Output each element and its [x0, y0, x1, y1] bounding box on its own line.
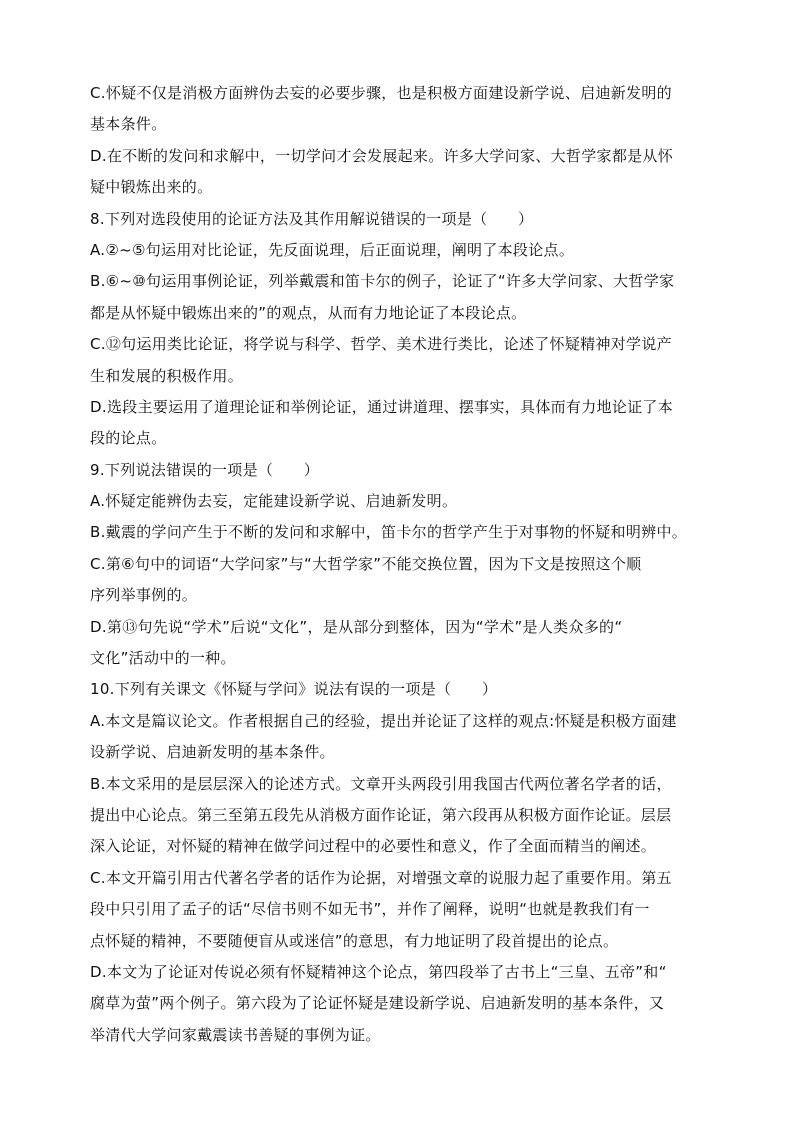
question-9-stem: 9.下列说法错误的一项是（ ） [90, 460, 320, 479]
text-line: C.怀疑不仅是消极方面辨伪去妄的必要步骤，也是积极方面建设新学说、启迪新发明的 [90, 84, 672, 102]
text-line: C.本文开篇引用古代著名学者的话作为论据，对增强文章的说服力起了重要作用。第五 [90, 868, 672, 887]
text-line: D.在不断的发问和求解中，一切学问才会发展起来。许多大学问家、大哲学家都是从怀 [90, 146, 674, 165]
text-line: 举清代大学问家戴震读书善疑的事例为证。 [90, 1025, 381, 1044]
text-line: D.第⑬句先说“学术”后说“文化”，是从部分到整体，因为“学术”是人类众多的“ [90, 617, 623, 636]
text-line: 基本条件。 [90, 115, 167, 134]
text-line: 深入论证，对怀疑的精神在做学问过程中的必要性和意义，作了全面而精当的阐述。 [90, 837, 657, 856]
text-line: B.本文采用的是层层深入的论述方式。文章开头两段引用我国古代两位著名学者的话， [90, 774, 672, 793]
text-line: A.②~⑤句运用对比论证，先反面说理，后正面说理，阐明了本段论点。 [90, 240, 575, 259]
text-line: B.⑥~⑩句运用事例论证，列举戴震和笛卡尔的例子，论证了“许多大学问家、大哲学家 [90, 272, 675, 291]
text-line: C.第⑥句中的词语“大学问家”与“大哲学家”不能交换位置，因为下文是按照这个顺 [90, 554, 642, 573]
text-line: A.怀疑定能辨伪去妄，定能建设新学说、启迪新发明。 [90, 492, 458, 511]
text-line: 段中只引用了孟子的话“尽信书则不如无书”，并作了阐释，说明“也就是教我们有一 [90, 900, 650, 919]
text-line: B.戴震的学问产生于不断的发问和求解中，笛卡尔的哲学产生于对事物的怀疑和明辨中。 [90, 523, 688, 542]
text-line: 序列举事例的。 [90, 586, 198, 605]
text-line: A.本文是篇议论文。作者根据自己的经验，提出并论证了这样的观点:怀疑是积极方面建 [90, 711, 677, 730]
text-line: 腐草为萤”两个例子。第六段为了论证怀疑是建设新学说、启迪新发明的基本条件，又 [90, 994, 665, 1013]
question-8-stem: 8.下列对选段使用的论证方法及其作用解说错误的一项是（ ） [90, 209, 534, 228]
text-line: 文化”活动中的一种。 [90, 649, 236, 668]
text-line: D.本文为了论证对传说必须有怀疑精神这个论点，第四段举了古书上“三皇、五帝”和“ [90, 962, 667, 981]
text-line: 生和发展的积极作用。 [90, 366, 244, 385]
document-page [90, 78, 710, 1051]
text-line: D.选段主要运用了道理论证和举例论证，通过讲道理、摆事实，具体而有力地论证了本 [90, 397, 674, 416]
text-line: 设新学说、启迪新发明的基本条件。 [90, 743, 335, 762]
text-line: C.⑫句运用类比论证，将学说与科学、哲学、美术进行类比，论述了怀疑精神对学说产 [90, 335, 672, 354]
text-line: 点怀疑的精神，不要随便盲从或迷信”的意思，有力地证明了段首提出的论点。 [90, 931, 619, 950]
text-line: 段的论点。 [90, 429, 167, 448]
question-10-stem: 10.下列有关课文《怀疑与学问》说法有误的一项是（ ） [90, 680, 498, 699]
text-line: 疑中锻炼出来的。 [90, 178, 213, 197]
text-line: 提出中心论点。第三至第五段先从消极方面作论证，第六段再从积极方面作论证。层层 [90, 805, 672, 824]
text-line: 都是从怀疑中锻炼出来的”的观点，从而有力地论证了本段论点。 [90, 303, 527, 322]
